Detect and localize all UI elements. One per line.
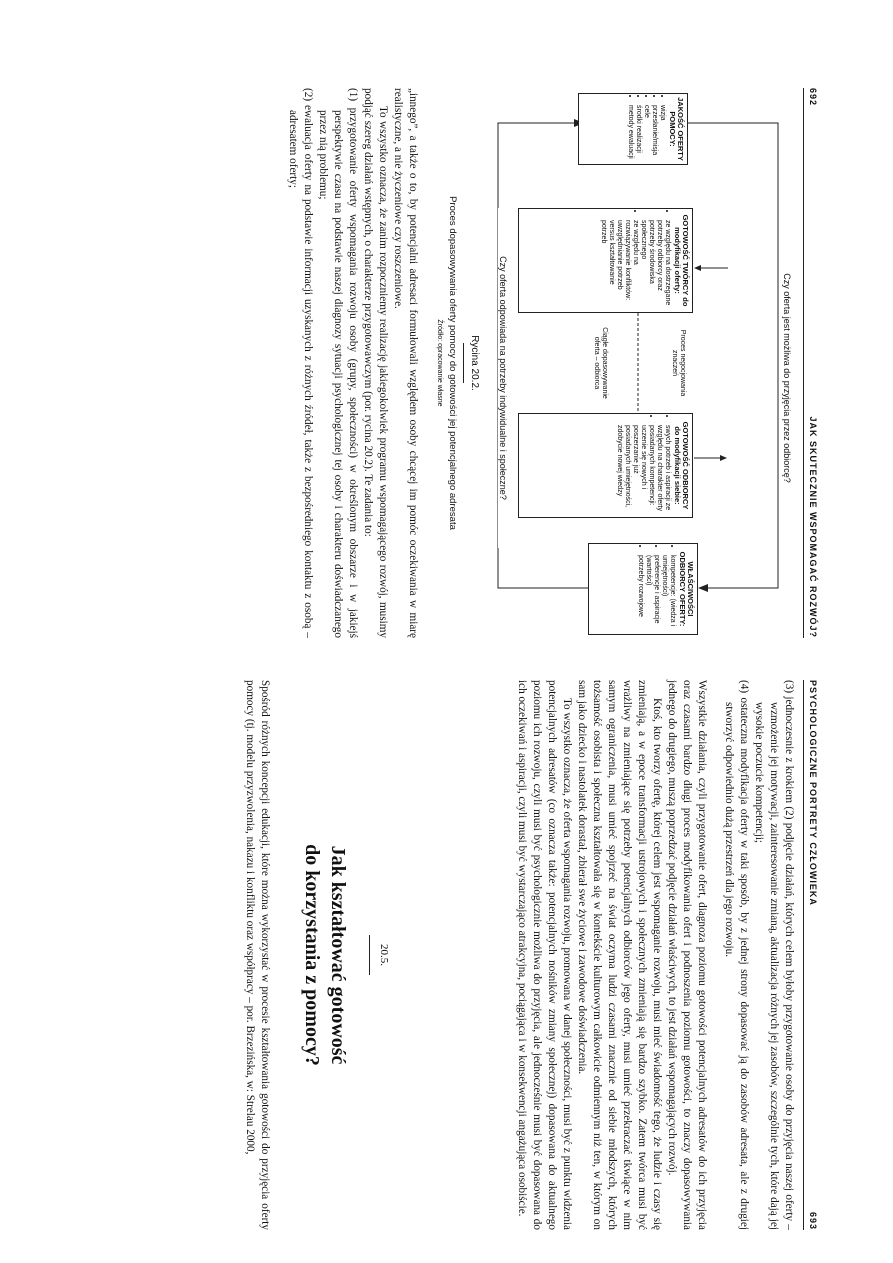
list-item: • wizja bbox=[658, 105, 666, 161]
list-item: • metody ewaluacji bbox=[626, 105, 634, 161]
top-question: Czy oferta jest możliwa do przyjęcia przez odbiorcę? bbox=[782, 273, 792, 483]
right-body-text-end bbox=[242, 680, 272, 1230]
paragraph: Wszystkie działania, czyli przygotowanie ofert, diagnoza poziomu gotowości potencjalnych adresatów do ich przyjęcia oraz czasami bardzo długi proces modyfikowania ofert i podnoszenia poziomu gotowości, to znaczy dopasowywania jednego do drugiego, muszą poprzedzać podjęcie działań właściwych, to jest działań wspomagających rozwój. bbox=[666, 680, 708, 1230]
paragraph: „innego”, a także o to, by potencjalni adresaci formułowali względem osoby chcącej im pomóc oczekiwania w miarę realistyczne, a nie życzeniowe czy roszczeniowe. bbox=[392, 88, 419, 638]
list-item: • środki realizacji bbox=[634, 105, 642, 161]
section-title-line1: Jak kształtować gotowość bbox=[327, 845, 349, 1065]
list-item: • preferencje i aspiracje (wartości) bbox=[644, 555, 660, 631]
list-item: • cele bbox=[642, 105, 650, 161]
list-item: • ze względu na rozwiązywanie konfliktów: uwzględnianie potrzeb versus kształtowanie potrzeb bbox=[599, 220, 639, 309]
list-item: • ze względu na dostrzegane potrzeby odbiorcy oraz potrzeby środowiska społecznego bbox=[639, 220, 671, 309]
right-body-text bbox=[514, 680, 796, 1230]
figure-number: Rycina 20.2. bbox=[469, 335, 480, 391]
right-page bbox=[115, 680, 820, 1230]
box-recipient-properties bbox=[588, 543, 698, 635]
list-item: • swych potrzeb i aspiracji ze względu na charakter oferty bbox=[655, 425, 671, 514]
running-header bbox=[803, 680, 820, 1230]
box-title: WŁAŚCIWOŚCI ODBIORCY OFERTY: bbox=[678, 551, 695, 627]
section-rule bbox=[369, 935, 370, 975]
list-item: • przesłanie/misja bbox=[650, 105, 658, 161]
left-body-text bbox=[285, 88, 420, 638]
process-label: Proces negocjowania znaczeń bbox=[671, 329, 686, 397]
box-title: JAKOŚĆ OFERTY POMOCY: bbox=[668, 97, 685, 161]
list-item: (1) przygotowanie oferty wspomagania rozwoju osoby (grupy, społeczności) w określonym obszarze i w jakiejś perspektywie czasu na podstawie naszej diagnozy sytuacji psychologicznej tej osoby i charakteru doświadczanego przez nią problemu; bbox=[317, 88, 359, 638]
section-number: 20.5. bbox=[378, 944, 390, 966]
running-title: JAK SKUTECZNIE WSPOMAGAĆ ROZWÓJ? bbox=[808, 416, 818, 638]
figure-rule bbox=[463, 343, 464, 383]
page-number: 693 bbox=[808, 1211, 818, 1230]
list-item: (4) ostateczna modyfikacja oferty w taki sposób, by z jednej strony dopasować ją do zasobów adresata, ale z drugiej stworzyć odpowiednio dużą przestrzeń dla jego rozwoju. bbox=[723, 680, 750, 1230]
flow-diagram bbox=[488, 88, 798, 638]
list-item: • potrzeby rozwojowe bbox=[636, 555, 644, 631]
list-item: (2) ewaluacja oferty na podstawie informacji uzyskanych z różnych źródeł, także z bezpośredniego kontaktu z osobą – adresatem oferty; bbox=[287, 88, 314, 638]
page-number: 692 bbox=[808, 88, 818, 107]
paragraph: Spośród różnych koncepcji edukacji, które można wykorzystać w procesie kształtowania gotowości do przyjęcia oferty pomocy (tj. modelu przyzwolenia, nakazu i konfliktu oraz współpracy – por. Brzezińska, w: Strelau 2000, bbox=[244, 680, 271, 1230]
box-title: GOTOWOŚĆ TWÓRCY do modyfikacji oferty: bbox=[673, 214, 690, 307]
box-creator-readiness bbox=[518, 208, 693, 313]
box-title: GOTOWOŚĆ ODBIORCY do modyfikacji siebie: bbox=[673, 421, 690, 510]
box-offer-quality bbox=[578, 93, 688, 165]
running-title: PSYCHOLOGICZNE PORTRETY CZŁOWIEKA bbox=[808, 680, 818, 906]
bottom-question: Czy oferta odpowiada na potrzeby indywidualne i społeczne? bbox=[498, 208, 508, 548]
list-item: • posiadanych kompetencji: uczenie się nowych i poszerzanie już posiadanych umiejętności, zdobycie nowej wiedzy bbox=[615, 425, 655, 514]
figure-caption: Proces dopasowywania oferty pomocy do gotowości jej potencjalnego adresata bbox=[447, 196, 458, 530]
list-item: (3) jednoczesnie z krokiem (2) podjęcie działań, których celem byłoby przygotowanie osoby do przyjęcia naszej oferty – wzmożenie jej motywacji, zainteresowanie zmianą, aktualizacja różnych jej zasobów, szczególnie tych, które dają jej wysokie poczucie kompetencji; bbox=[753, 680, 795, 1230]
paragraph: To wszystko oznacza, że zanim rozpoczniemy realizację jakiegokolwiek programu wspomagającego rozwój, musimy podjąć szereg działań wstępnych, o charakterze przygotowawczym (por. rycina 20.2). Te zadania to: bbox=[362, 88, 389, 638]
list-item: • kompetencje: (wiedza i umiejętności) bbox=[660, 555, 676, 631]
section-title-line2: do korzystania z pomocy? bbox=[301, 844, 323, 1066]
paragraph: Ktoś, kto tworzy ofertę, której celem jest wspomaganie rozwoju, musi mieć świadomość tego, że ludzie i czasy się zmieniają, a w epoce transformacji ustrojowych i społecznych zmieniają się bardzo szybko. Zatem twórca musi być wrażliwy na zmieniające się potrzeby potencjalnych odbiorców jego oferty, musi umieć przekraczać tkwiące w nim samym ograniczenia, musi umieć spojrzeć na świat oczyma ludzi czasami znacznie od siebie młodszych, których tożsamość osobista i społeczna kształtowała się w kontekście kulturowym całkowicie odmiennym niż ten, w którym on sam jako dziecko i nastolatek dorastał, zbierał swe życiowe i zawodowe doświadczenia. bbox=[576, 680, 663, 1230]
figure-source: Źródło: opracowanie własne bbox=[436, 319, 443, 407]
paragraph: To wszystko oznacza, że oferta wspomagania rozwoju, promowana w danej społeczności, musi być z punktu widzenia potencjalnych adresatów (co oznacza także: potencjalnych nośników zmiany społecznej) dopasowana do aktualnego poziomu ich rozwoju, czyli musi być psychologicznie możliwa do przyjęcia, ale jednocześnie musi być dopasowana do ich oczekiwań i aspiracji, czyli musi być wystarczająco atrakcyjna, pociągająca i w konsekwencji angażująca osobiście. bbox=[516, 680, 573, 1230]
continuous-label: Ciągłe dopasowywanie oferta – odbiorca bbox=[593, 327, 608, 399]
left-page bbox=[115, 88, 820, 638]
running-header bbox=[803, 88, 820, 638]
box-recipient-readiness bbox=[518, 413, 693, 518]
